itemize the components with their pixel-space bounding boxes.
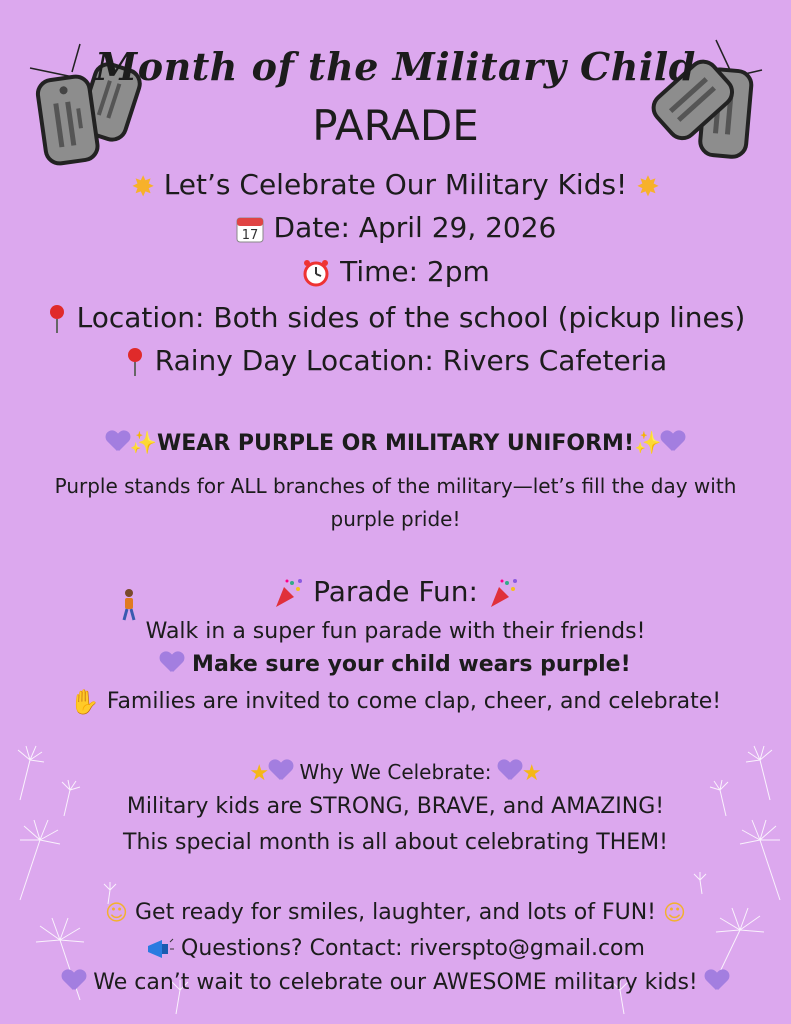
purple-heart-icon	[62, 970, 86, 992]
time-line	[0, 255, 791, 288]
wear-purple-line	[0, 431, 791, 456]
purple-explain-line-2: purple pride!	[330, 507, 461, 531]
make-sure-text: Make sure your child wears purple!	[192, 652, 631, 677]
svg-text:17: 17	[241, 228, 258, 243]
page-title: Month of the Military Child	[95, 44, 696, 89]
celebrate-line	[0, 168, 791, 203]
parade-fun-line	[0, 575, 791, 609]
questions-text: Questions? Contact: riverspto@gmail.com	[181, 936, 645, 961]
star-icon: ★	[249, 761, 270, 786]
sun-icon: ✸	[131, 169, 155, 203]
cant-wait-line	[0, 970, 791, 995]
pushpin-icon	[46, 303, 68, 335]
special-line: This special month is all about celebrating THEM!	[123, 830, 668, 855]
purple-heart-icon	[269, 760, 293, 782]
time-text: Time: 2pm	[340, 255, 490, 288]
why-line	[0, 760, 791, 786]
party-popper-icon	[272, 577, 304, 609]
purple-heart-icon	[160, 652, 184, 674]
why-text: Why We Celebrate:	[299, 760, 492, 784]
sun-icon: ✸	[636, 169, 660, 203]
star-icon: ★	[521, 761, 542, 786]
families-line	[0, 688, 791, 716]
parade-fun-text: Parade Fun:	[313, 575, 478, 608]
purple-heart-icon	[661, 431, 685, 453]
partying-face-icon: ☺	[105, 900, 128, 926]
make-sure-line	[0, 652, 791, 677]
clapping-hands-icon: ✋	[69, 688, 100, 716]
date-line	[0, 211, 791, 244]
walk-line: Walk in a super fun parade with their friends!	[145, 619, 646, 644]
cant-wait-text: We can’t wait to celebrate our AWESOME military kids!	[93, 970, 698, 995]
rainy-text: Rainy Day Location: Rivers Cafeteria	[154, 344, 668, 377]
partying-face-icon: ☺	[663, 900, 686, 926]
date-text: Date: April 29, 2026	[273, 211, 557, 244]
rainy-line	[0, 344, 791, 378]
ready-line	[0, 900, 791, 926]
calendar-icon	[235, 214, 265, 244]
party-popper-icon	[487, 577, 519, 609]
location-text: Location: Both sides of the school (pickup lines)	[76, 301, 746, 334]
purple-heart-icon	[106, 431, 130, 453]
purple-heart-icon	[705, 970, 729, 992]
location-line	[0, 301, 791, 335]
wear-purple-text: WEAR PURPLE OR MILITARY UNIFORM!	[157, 431, 634, 456]
sparkles-icon: ✨	[129, 431, 157, 456]
ready-text: Get ready for smiles, laughter, and lots of FUN!	[134, 900, 656, 925]
questions-line	[0, 936, 791, 961]
purple-heart-icon	[498, 760, 522, 782]
purple-explain-line-1: Purple stands for ALL branches of the military—let’s fill the day with	[54, 474, 737, 498]
celebrate-text: Let’s Celebrate Our Military Kids!	[163, 168, 628, 201]
strong-line: Military kids are STRONG, BRAVE, and AMAZING!	[126, 794, 665, 819]
pushpin-icon	[124, 346, 146, 378]
megaphone-icon	[146, 938, 174, 960]
parade-heading: PARADE	[312, 101, 479, 150]
alarm-clock-icon	[301, 258, 331, 288]
families-text: Families are invited to come clap, cheer, and celebrate!	[106, 689, 722, 714]
sparkles-icon: ✨	[633, 431, 662, 456]
